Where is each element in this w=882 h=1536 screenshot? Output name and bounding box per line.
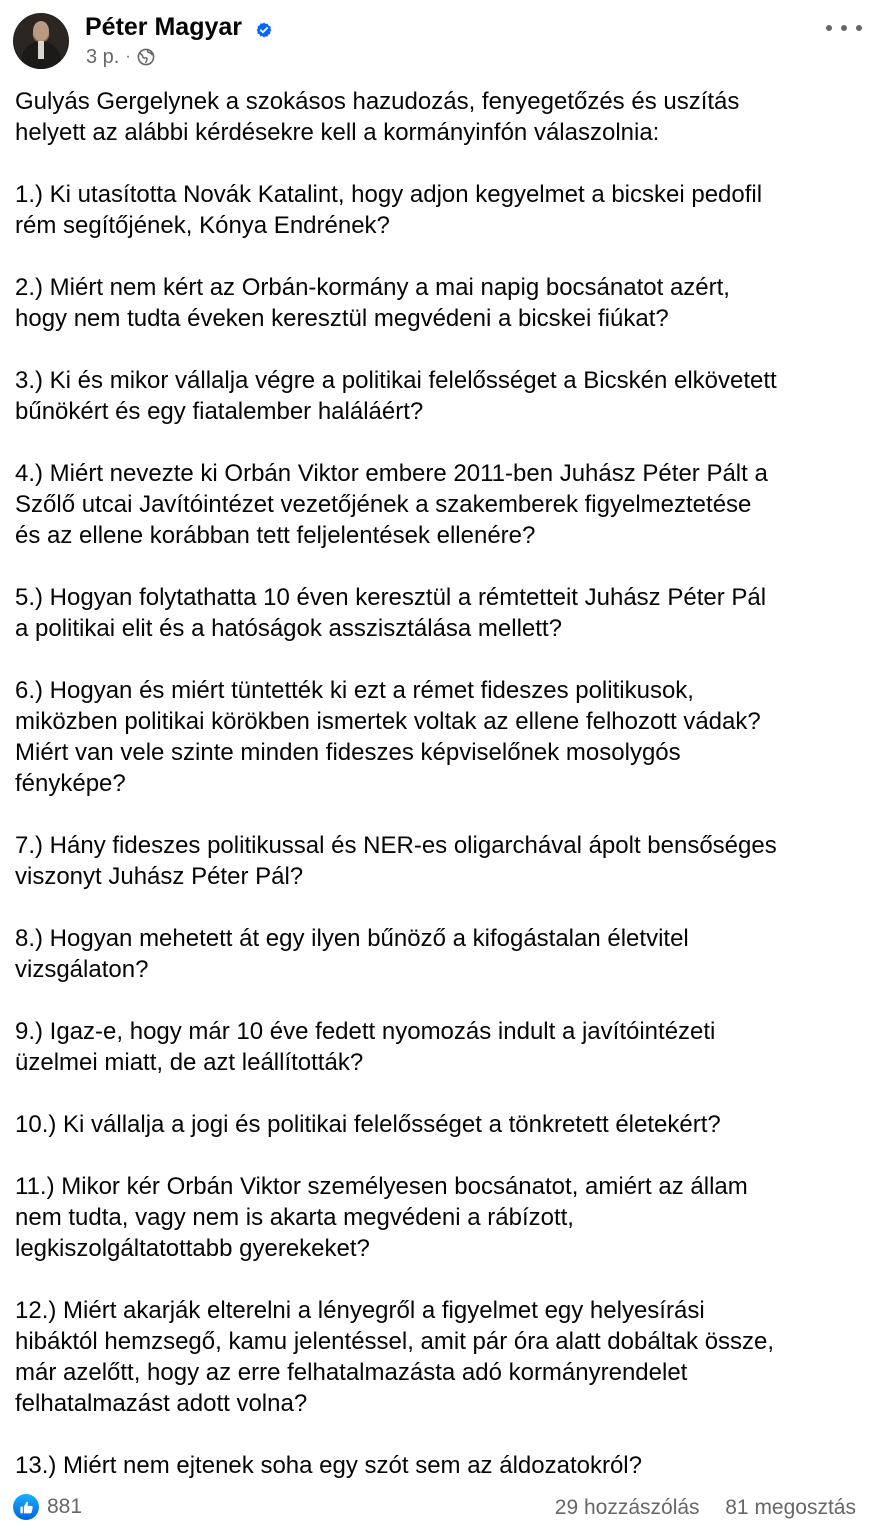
post-text: [15, 86, 870, 1481]
comments-count-link[interactable]: 29 hozzászólás: [554, 1496, 700, 1519]
avatar[interactable]: [13, 13, 69, 69]
reactions-summary[interactable]: [13, 1494, 82, 1520]
thumbs-up-icon: [19, 1500, 34, 1515]
more-dot-icon: [841, 25, 847, 31]
post-footer: [0, 1488, 882, 1528]
post-timestamp[interactable]: 3 p.: [86, 45, 120, 68]
avatar-shirt: [38, 41, 44, 59]
post-paragraph: 12.) Miért akarják elterelni a lényegről a figyelmet egy helyesírási hibáktól hemzsegő, kamu jelentéssel, amit pár óra alatt dobáltak össze, már azelőtt, hogy az erre felhatalmazásta adó kormányrendelet felhatalmazást adott volna?: [15, 1297, 775, 1417]
post-paragraph: 5.) Hogyan folytathatta 10 éven keresztül a rémtetteit Juhász Péter Pál a politikai elit és a hatóságok asszisztálása mellett?: [15, 584, 767, 642]
post-paragraph: 6.) Hogyan és miért tüntették ki ezt a rémet fideszes politikusok, miközben politikai körökben ismertek voltak az ellene felhozott vádak? Miért van vele szinte minden fideszes képviselőnek mosolygós fényképe?: [15, 677, 761, 797]
post-paragraph: 8.) Hogyan mehetett át egy ilyen bűnöző a kifogástalan életvitel vizsgálaton?: [15, 925, 689, 983]
post-meta: [86, 44, 155, 70]
post-header: [0, 0, 882, 80]
reaction-count: 881: [47, 1495, 83, 1518]
post-paragraph: 2.) Miért nem kért az Orbán-kormány a mai napig bocsánatot azért, hogy nem tudta éveken keresztül megvédeni a bicskei fiúkat?: [15, 274, 730, 332]
post-paragraph: 13.) Miért nem ejtenek soha egy szót sem az áldozatokról?: [15, 1452, 642, 1479]
like-reaction-icon: [13, 1494, 39, 1520]
meta-separator: ·: [125, 48, 131, 65]
author-name[interactable]: Péter Magyar: [85, 13, 243, 41]
more-options-button[interactable]: [826, 16, 862, 40]
post-paragraph: 1.) Ki utasította Novák Katalint, hogy adjon kegyelmet a bicskei pedofil rém segítőjének, Kónya Endrének?: [15, 181, 763, 239]
post-paragraph: 11.) Mikor kér Orbán Viktor személyesen bocsánatot, amiért az állam nem tudta, vagy nem is akarta megvédeni a rábízott, legkiszolgáltatottabb gyerekeket?: [15, 1173, 748, 1262]
more-dot-icon: [856, 25, 862, 31]
verified-icon: [256, 22, 272, 38]
post-paragraph: Gulyás Gergelynek a szokásos hazudozás, fenyegetőzés és uszítás helyett az alábbi kérdésekre kell a kormányinfón válaszolnia:: [15, 88, 740, 146]
post-paragraph: 4.) Miért nevezte ki Orbán Viktor embere 2011-ben Juhász Péter Pált a Szőlő utcai Javítóintézet vezetőjének a szakemberek figyelmeztetése és az ellene korábban tett feljelentések ellenére?: [15, 460, 768, 549]
shares-count-link[interactable]: 81 megosztás: [725, 1496, 856, 1519]
post-paragraph: 7.) Hány fideszes politikussal és NER-es oligarchával ápolt bensőséges viszonyt Juhász Péter Pál?: [15, 832, 777, 890]
globe-icon: [137, 48, 155, 66]
post-paragraph: 10.) Ki vállalja a jogi és politikai felelősséget a tönkretett életekért?: [15, 1111, 721, 1138]
more-dot-icon: [826, 25, 832, 31]
avatar-head: [33, 21, 49, 41]
post-paragraph: 3.) Ki és mikor vállalja végre a politikai felelősséget a Bicskén elkövetett bűnökért és egy fiatalember haláláért?: [15, 367, 777, 425]
engagement-stats: [555, 1496, 856, 1520]
post-paragraph: 9.) Igaz-e, hogy már 10 éve fedett nyomozás indult a javítóintézeti üzelmei miatt, de azt leállították?: [15, 1018, 716, 1076]
